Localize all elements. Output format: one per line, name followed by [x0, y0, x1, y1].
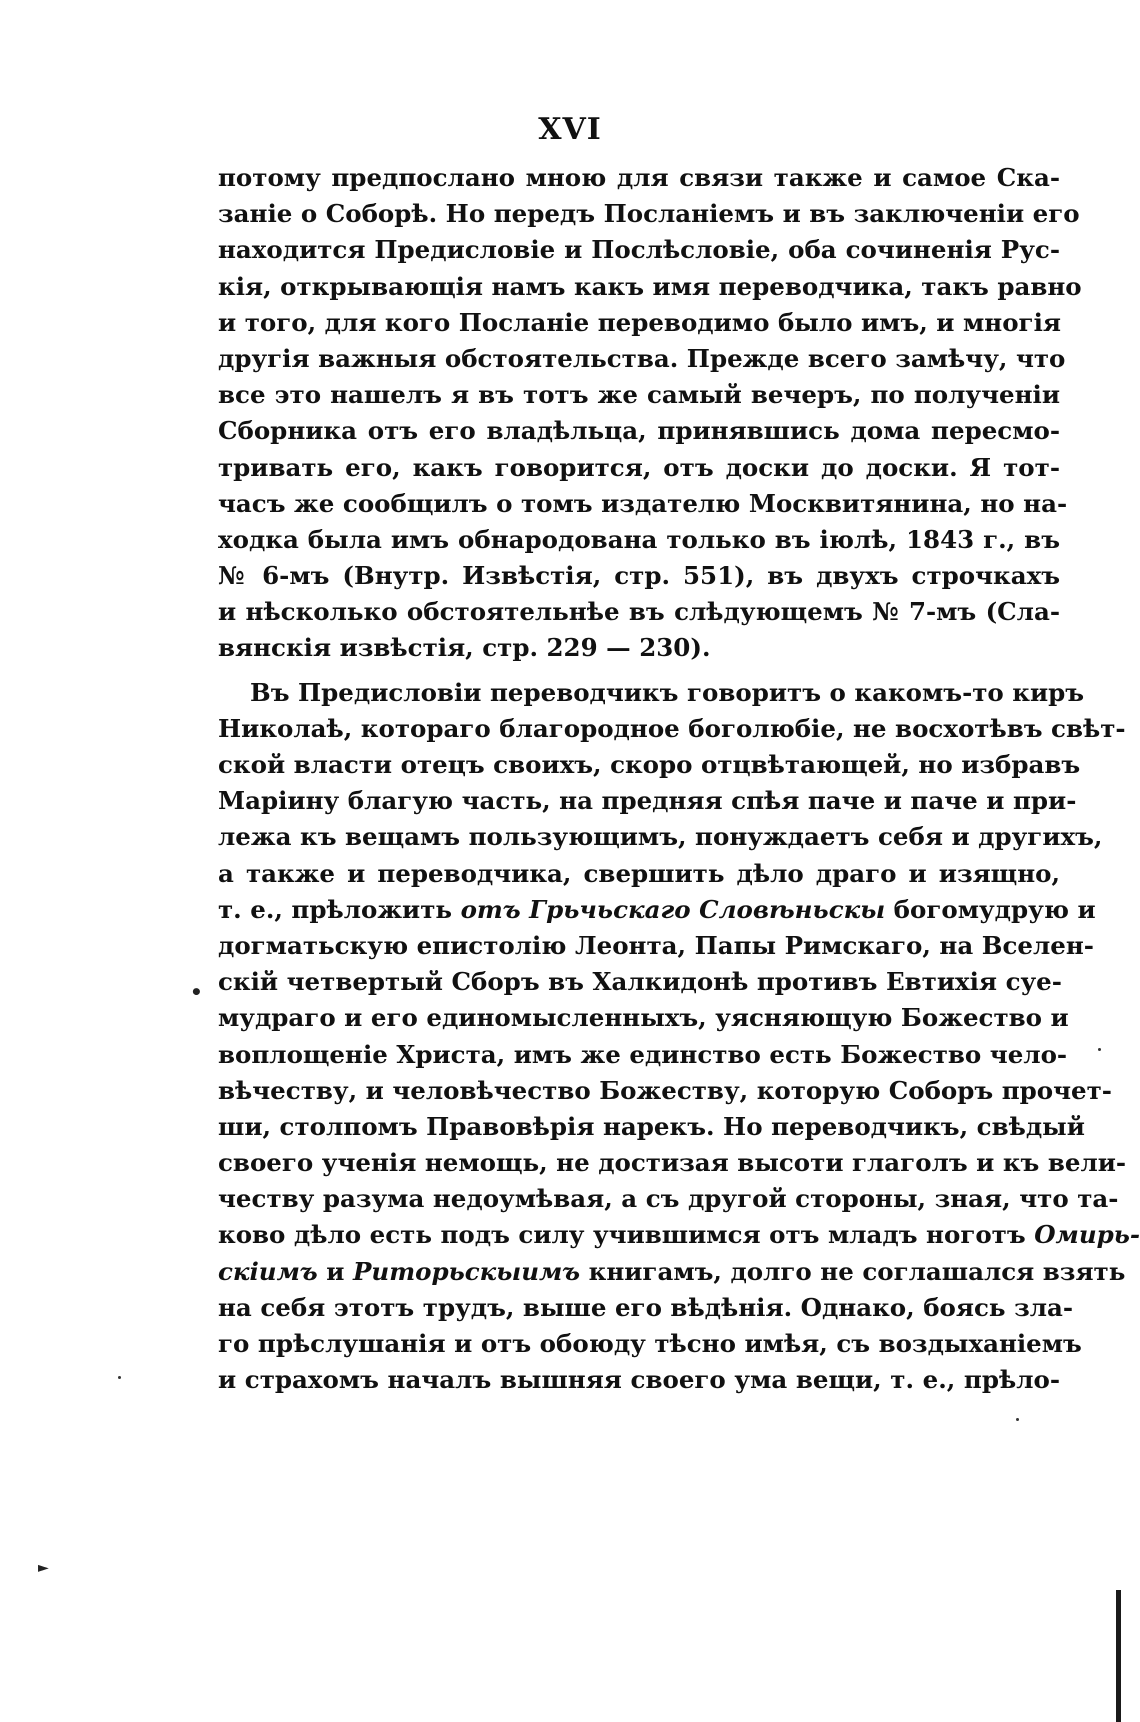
ink-speck — [1016, 1418, 1019, 1421]
text-line: потому предпослано мною для связи также и самое Ска- — [218, 163, 1060, 192]
text-line: на себя этотъ трудъ, выше его вѣдѣнія. Однако, боясь зла- — [218, 1292, 1074, 1322]
ink-speck — [1098, 1048, 1101, 1051]
text-run: и — [317, 1256, 353, 1286]
text-line: и нѣсколько обстоятельнѣе въ слѣдующемъ № 7-мъ (Сла- — [218, 597, 1060, 627]
text-run: ково дѣло есть подъ силу учившимся отъ младъ ноготъ — [218, 1220, 1035, 1250]
paragraph-1 — [218, 160, 1082, 667]
italic-phrase: Омирь- — [1034, 1220, 1140, 1250]
text-line: а также и переводчика, свершить дѣло драго и изящно, — [218, 858, 1060, 888]
text-line: вѣчеству, и человѣчество Божеству, которую Соборъ прочет- — [218, 1075, 1112, 1105]
text-line: и страхомъ началъ вышняя своего ума вещи, т. е., прѣло- — [218, 1365, 1060, 1395]
text-line: кія, открывающія намъ какъ имя переводчика, такъ равно — [218, 271, 1082, 301]
text-line: мудраго и его единомысленныхъ, уясняющую Божество и — [218, 1003, 1069, 1033]
italic-phrase: скіимъ — [218, 1256, 318, 1286]
text-line — [218, 1254, 1126, 1290]
text-line: лежа къ вещамъ пользующимъ, понуждаетъ себя и другихъ, — [218, 822, 1103, 852]
page-edge-shadow — [1116, 1590, 1121, 1722]
text-line — [218, 892, 1096, 928]
ink-speck — [118, 1376, 121, 1379]
text-run: книгамъ, долго не соглашался взять — [580, 1256, 1126, 1286]
text-line: догматьскую епистолію Леонта, Папы Римскаго, на Вселен- — [218, 930, 1094, 960]
text-line: воплощеніе Христа, имъ же единство есть Божество чело- — [218, 1039, 1068, 1069]
text-line: часъ же сообщилъ о томъ издателю Москвитянина, но на- — [218, 488, 1068, 518]
text-line: ходка была имъ обнародована только въ іюлѣ, 1843 г., въ — [218, 524, 1060, 554]
body-text — [218, 160, 1140, 1398]
italic-phrase: Риторьскыимъ — [352, 1256, 581, 1286]
text-line: Николаѣ, котораго благородное боголюбіе, не восхотѣвъ свѣт- — [218, 713, 1126, 743]
text-line — [218, 1217, 1140, 1253]
text-line: Въ Предисловіи переводчикъ говоритъ о какомъ-то киръ — [250, 677, 1085, 707]
text-run: т. е., прѣложить — [218, 894, 461, 924]
text-line: ши, столпомъ Правовѣрія нарекъ. Но переводчикъ, свѣдый — [218, 1111, 1085, 1141]
text-line: своего ученія немощь, не достизая высоти глаголъ и къ вели- — [218, 1148, 1127, 1178]
text-line: вянскія извѣстія, стр. 229 — 230). — [218, 633, 711, 663]
text-line: другія важныя обстоятельства. Прежде всего замѣчу, что — [218, 343, 1066, 373]
text-line: Сборника отъ его владѣльца, принявшись дома пересмо- — [218, 416, 1060, 446]
text-line: № 6-мъ (Внутр. Извѣстія, стр. 551), въ двухъ строчкахъ — [218, 561, 1060, 591]
text-run: богомудрую и — [885, 894, 1096, 924]
text-line: и того, для кого Посланіе переводимо было имъ, и многія — [218, 307, 1061, 337]
margin-arrow-icon: ► — [38, 1560, 49, 1576]
text-line: тривать его, какъ говорится, отъ доски до доски. Я тот- — [218, 452, 1060, 482]
text-line: скій четвертый Сборъ въ Халкидонѣ противъ Евтихія суе- — [218, 967, 1062, 997]
italic-phrase: отъ Грьчьскаго Словѣньскы — [460, 894, 886, 924]
text-line: Маріину благую часть, на предняя спѣя паче и паче и при- — [218, 786, 1077, 816]
text-line: все это нашелъ я въ тотъ же самый вечеръ, по полученіи — [218, 380, 1060, 410]
text-line: честву разума недоумѣвая, а съ другой стороны, зная, что та- — [218, 1184, 1119, 1214]
page-number: XVI — [538, 112, 602, 147]
margin-bullet-icon: • — [190, 980, 203, 1004]
text-line: ской власти отецъ своихъ, скоро отцвѣтающей, но избравъ — [218, 750, 1081, 779]
text-line: находится Предисловіе и Послѣсловіе, оба сочиненія Рус- — [218, 235, 1060, 265]
text-line: го прѣслушанія и отъ обоюду тѣсно имѣя, съ воздыханіемъ — [218, 1329, 1082, 1358]
text-line: заніе о Соборѣ. Но передъ Посланіемъ и въ заключеніи его — [218, 199, 1080, 229]
paragraph-2 — [218, 675, 1140, 1399]
